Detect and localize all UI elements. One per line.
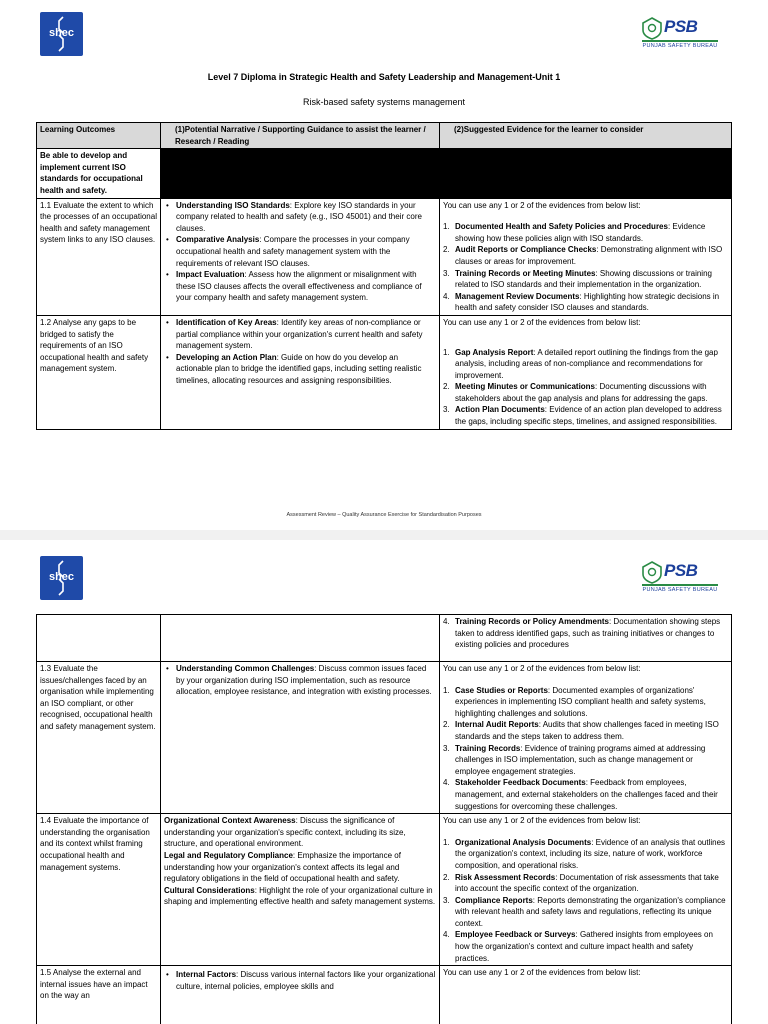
guidance-paragraph: Organizational Context Awareness: Discuss the significance of understanding your organization's specific context, including its size, structure, and operational environment. [164,816,406,849]
empty-criterion-cell [37,615,161,662]
evidence-1-5 [440,966,732,1024]
psb-logo-word: PSB [664,561,698,580]
psb-emblem-icon [640,16,664,40]
guidance-1-4 [161,814,440,966]
shec-logo-text: shec [48,571,75,583]
evidence-1-3 [440,662,732,814]
list-item: • Understanding ISO Standards: Explore key ISO standards in your company related to health and safety (e.g., ISO 45001) and their core clauses. [176,200,436,235]
list-item: • Impact Evaluation: Assess how the alignment or misalignment with these ISO clauses affects the overall effectiveness and compliance of your company health and safety management system. [176,269,436,304]
list-item: • Comparative Analysis: Compare the processes in your company occupational health and safety management system with the requirements of relevant ISO clauses. [176,234,436,269]
document-page-2 [0,540,768,1024]
criterion-1-5: 1.5 Analyse the external and internal issues have an impact on the way an [37,966,161,1024]
criterion-1-3: 1.3 Evaluate the issues/challenges faced by an organisation while implementing an ISO compliant, or other recognised, occupational health and safety management system. [37,662,161,814]
evidence-list [443,347,728,428]
list-item: 3. Action Plan Documents: Evidence of an action plan developed to address the gaps, including specific steps, timelines, and assigned responsibilities. [443,405,722,427]
list-item: 2. Meeting Minutes or Communications: Documenting discussions with stakeholders about the gap analysis and plans for addressing the gaps. [443,382,708,403]
criterion-1-4: 1.4 Evaluate the importance of understanding the organisation and its context whilst framing occupational health and management systems. [37,814,161,966]
list-item: 2. Risk Assessment Records: Documentation of risk assessments that take into account the specific context of the organization. [443,872,719,894]
psb-logo [640,558,720,598]
list-item: 3. Training Records: Evidence of training programs aimed at addressing challenges in ISO implementation, such as change management or employee engagement strategies. [443,743,706,776]
header-evidence: (2)Suggested Evidence for the learner to consider [440,123,732,149]
evidence-list [443,837,728,965]
shec-logo [40,12,83,56]
outcomes-table-continued [36,614,732,1024]
criterion-1-1: 1.1 Evaluate the extent to which the processes of an occupational health and safety management system links to any ISO clauses. [37,198,161,315]
list-item: 2. Audit Reports or Compliance Checks: Demonstrating alignment with ISO clauses or areas for improvement. [443,245,723,266]
evidence-intro: You can use any 1 or 2 of the evidences from below list: [443,317,641,327]
psb-logo-rule [642,584,718,586]
header-learning-outcomes: Learning Outcomes [37,123,161,149]
list-item: 4. Training Records or Policy Amendments: Documentation showing steps taken to address identified gaps, such as training initiatives or changes to existing policies and procedures [443,617,721,650]
list-item: • Developing an Action Plan: Guide on how do you develop an actionable plan to bridge the identified gaps, including setting realistic timelines, allocating resources and assigning responsibilities. [176,352,436,387]
list-item: 4. Employee Feedback or Surveys: Gathered insights from employees on how the organization's context and culture impact health and safety practices. [443,930,713,963]
table-row [37,814,732,966]
guidance-paragraph: Cultural Considerations: Highlight the role of your organizational culture in shaping and implementing effective health and safety management systems. [164,885,436,907]
list-item: 1. Documented Health and Safety Policies and Procedures: Evidence showing how these policies align with ISO standards. [443,222,706,243]
outcome-heading-row [37,149,732,198]
guidance-1-2 [161,315,440,429]
psb-emblem-icon [640,560,664,584]
psb-logo-word: PSB [664,17,698,36]
outcome-heading: Be able to develop and implement current ISO standards for occupational health and safety. [37,149,161,198]
evidence-list [443,685,728,813]
evidence-intro: You can use any 1 or 2 of the evidences from below list: [443,200,641,210]
empty-guidance-cell [161,615,440,662]
evidence-1-4 [440,814,732,966]
shec-logo [40,556,83,600]
guidance-1-1 [161,198,440,315]
psb-logo [640,14,720,54]
evidence-list [443,616,728,651]
document-title: Level 7 Diploma in Strategic Health and Safety Leadership and Management-Unit 1 [207,72,561,82]
list-item: 1. Gap Analysis Report: A detailed report outlining the findings from the gap analysis, including areas of non-compliance and recommendations for improvement. [443,347,718,380]
guidance-list [164,663,436,698]
list-item: 1. Organizational Analysis Documents: Evidence of an analysis that outlines the organization's context, including its size, nature of work, workforce composition, and operational risks. [443,837,726,870]
list-item: 4. Management Review Documents: Highlighting how strategic decisions in health and safety consider ISO clauses and standards. [443,291,720,313]
list-item: • Understanding Common Challenges: Discuss common issues faced by your organization during ISO implementation, such as resource allocation, employee resistance, and integration with existing processes. [176,663,436,698]
evidence-list [443,221,728,314]
header-guidance: (1)Potential Narrative / Supporting Guidance to assist the learner / Research / Reading [161,123,440,149]
page-separator [0,530,768,540]
guidance-list [164,317,436,387]
document-subtitle: Risk-based safety systems management [302,97,466,107]
list-item: 3. Compliance Reports: Reports demonstrating the organization's compliance with relevant health and safety laws and regulations, reflecting its unique context. [443,895,726,928]
list-item: • Identification of Key Areas: Identify key areas of non-compliance or partial compliance within your organization's current health and safety management system. [176,317,436,352]
psb-logo-subtitle: PUNJAB SAFETY BUREAU [642,43,718,49]
table-row [37,315,732,429]
guidance-list [164,969,436,992]
table-row [37,662,732,814]
table-row [37,615,732,662]
evidence-intro: You can use any 1 or 2 of the evidences from below list: [443,968,641,978]
table-row [37,198,732,315]
outcomes-table [36,122,732,430]
table-row [37,966,732,1024]
list-item: 1. Case Studies or Reports: Documented examples of organizations' experiences in implementing ISO compliant health and safety systems, highlighting challenges and solutions. [443,685,706,718]
evidence-intro: You can use any 1 or 2 of the evidences from below list: [443,664,641,673]
guidance-1-3 [161,662,440,814]
evidence-intro: You can use any 1 or 2 of the evidences from below list: [443,816,641,826]
psb-logo-rule [642,40,718,42]
list-item: 4. Stakeholder Feedback Documents: Feedback from employees, management, and external stakeholders on the challenges faced and their suggestions for overcoming these challenges. [443,778,718,811]
list-item: • Internal Factors: Discuss various internal factors like your organizational culture, internal policies, employee skills and [176,969,436,992]
guidance-1-5 [161,966,440,1024]
evidence-1-2 [440,315,732,429]
list-item: 3. Training Records or Meeting Minutes: Showing discussions or training related to ISO standards and their implementation in the organization. [443,268,712,290]
table-header-row [37,123,732,149]
guidance-list [164,200,436,304]
blacked-out-cell [161,149,732,198]
evidence-1-1 [440,198,732,315]
list-item: 2. Internal Audit Reports: Audits that show challenges faced in meeting ISO standards and the steps taken to address them. [443,720,719,741]
guidance-paragraph: Legal and Regulatory Compliance: Emphasize the importance of understanding how your organization's context affects its legal and regulatory obligations in the field of occupational health and safety. [164,850,401,884]
shec-logo-text: shec [48,27,75,39]
criterion-1-2: 1.2 Analyse any gaps to be bridged to satisfy the requirements of an ISO occupational health and safety management system. [37,315,161,429]
page-footer: Assessment Review – Quality Assurance Exercise for Standardisation Purposes [286,512,482,518]
psb-logo-subtitle: PUNJAB SAFETY BUREAU [642,587,718,593]
evidence-continuation [440,615,732,662]
